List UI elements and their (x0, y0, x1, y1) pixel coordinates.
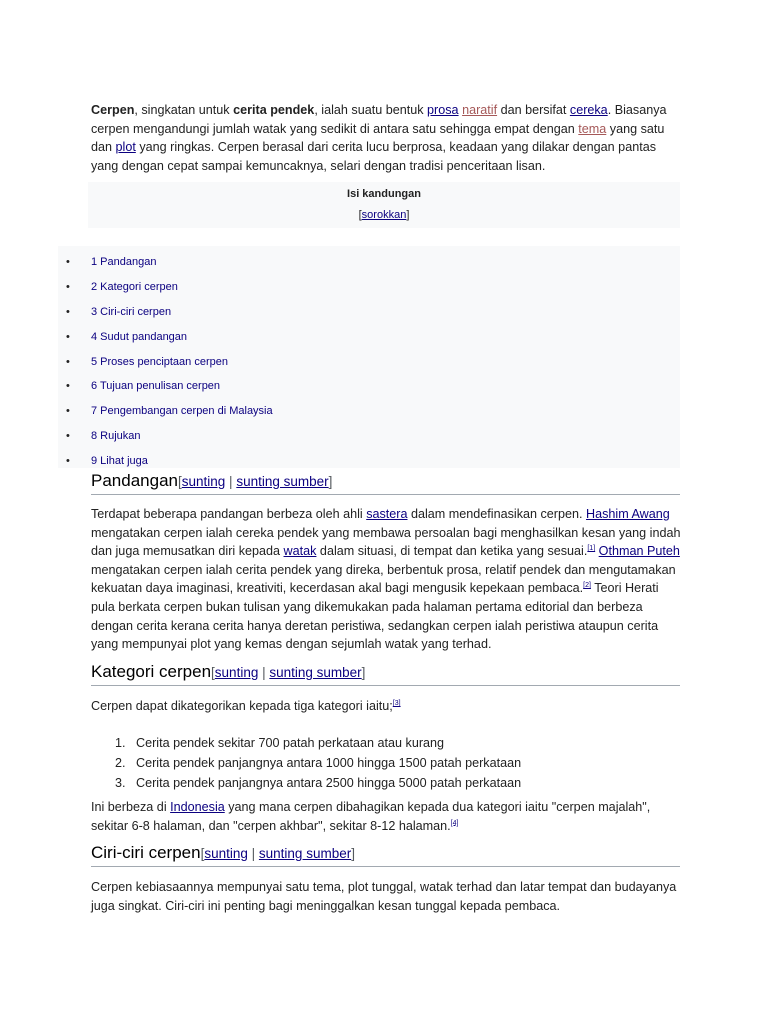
text: . Biasanya cerpen mengandungi jumlah watak yang sedikit di antara satu sehingga empat dengan (91, 103, 667, 136)
edit-link[interactable]: sunting (181, 474, 226, 489)
text: yang ringkas. Cerpen berasal dari cerita lucu berprosa, keadaan yang dilakar dengan pantas yang dengan cepat sampai kemuncaknya, selari dengan tradisi penceritaan lisan. (91, 140, 656, 173)
section-heading-kategori (91, 661, 680, 686)
toc-item (58, 429, 273, 454)
category-list (91, 733, 521, 793)
bullet-icon: • (66, 405, 70, 418)
heading-text: Pandangan (91, 471, 178, 490)
edit-section (178, 474, 332, 489)
edit-link[interactable]: sunting (214, 665, 259, 680)
bracket: ] (328, 474, 333, 489)
reference-4[interactable]: [4] (450, 819, 459, 827)
bracket: ] (361, 665, 366, 680)
text: yang satu dan (91, 121, 665, 155)
toc-link-sudut[interactable]: 4 Sudut pandangan (91, 330, 188, 343)
section-heading-ciri (91, 842, 680, 867)
bullet-icon: • (66, 280, 70, 293)
intro-paragraph (91, 101, 681, 175)
list-text: Cerita pendek panjangnya antara 2500 hingga 5000 patah perkataan (136, 776, 522, 790)
bold-term: Cerpen (91, 103, 135, 117)
pandangan-paragraph (91, 505, 681, 654)
link-hashim-awang[interactable]: Hashim Awang (586, 507, 670, 521)
edit-source-link[interactable]: sunting sumber (269, 665, 362, 680)
bracket: [ (177, 474, 182, 489)
bracket: ] (351, 846, 355, 861)
reference-1[interactable]: [1] (587, 545, 596, 552)
toc-link-pandangan[interactable]: 1 Pandangan (91, 256, 157, 268)
bracket: [ (200, 846, 205, 861)
bullet-icon: • (66, 430, 70, 443)
link-tema[interactable]: tema (578, 121, 607, 136)
bracket: ] (406, 209, 410, 221)
edit-source-link[interactable]: sunting sumber (258, 846, 352, 861)
toc-link-tujuan[interactable]: 6 Tujuan penulisan cerpen (91, 380, 221, 393)
toc-item (58, 255, 273, 280)
list-text: Cerita pendek sekitar 700 patah perkataan atau kurang (136, 736, 445, 750)
edit-source-link[interactable]: sunting sumber (236, 474, 329, 489)
link-sastera[interactable]: sastera (366, 507, 408, 521)
list-item (91, 753, 521, 773)
text: Terdapat beberapa pandangan berbeza oleh ahli (91, 507, 367, 521)
bullet-icon: • (66, 305, 70, 318)
separator: | (247, 846, 259, 861)
bullet-icon: • (66, 455, 70, 468)
link-indonesia[interactable]: Indonesia (170, 800, 225, 814)
ciri-paragraph: Cerpen kebiasaannya mempunyai satu tema, plot tunggal, watak terhad dan latar tempat dan budayanya juga singkat. Ciri-ciri ini penting bagi meninggalkan kesan tunggal kepada pembaca. (91, 880, 677, 913)
list-text: Cerita pendek panjangnya antara 1000 hingga 1500 patah perkataan (136, 756, 522, 770)
section-heading-pandangan (91, 470, 680, 495)
edit-section (201, 846, 355, 861)
list-item (91, 733, 521, 753)
toc-item (58, 280, 273, 305)
link-plot[interactable]: plot (115, 140, 136, 155)
toc-link-lihat-juga[interactable]: 9 Lihat juga (91, 455, 148, 468)
heading-text: Kategori cerpen (91, 662, 212, 681)
list-number: 2. (115, 756, 126, 770)
toc-hide-link[interactable]: sorokkan (361, 209, 407, 221)
toc-item (58, 330, 273, 355)
list-number: 3. (115, 776, 126, 790)
link-prosa[interactable]: prosa (427, 103, 459, 117)
toc-header (88, 182, 680, 228)
toc-item (58, 355, 273, 380)
text: Teori Herati pula berkata cerpen bukan tulisan yang dikemukakan pada halaman pertama editorial dan berbeza dengan cerita kerana cerita hanya deretan peristiwa, sedangkan cerpen ialah peristiwa ataupun cerita yang mempunyai plot yang kemas dengan sejumlah watak yang terhad. (91, 581, 659, 652)
toc-list (58, 255, 273, 479)
text: , singkatan untuk (134, 103, 234, 117)
kategori-paragraph-2 (91, 798, 681, 835)
toc-link-pengembangan[interactable]: 7 Pengembangan cerpen di Malaysia (91, 405, 273, 418)
bullet-icon: • (66, 256, 70, 268)
toc-link-ciri[interactable]: 3 Ciri-ciri cerpen (91, 305, 172, 318)
list-item (91, 773, 521, 793)
bullet-icon: • (66, 380, 70, 393)
bold-term: cerita pendek (233, 103, 315, 117)
text: mengatakan cerpen ialah cerita pendek yang direka, berbentuk prosa, relatif pendek dan mengutamakan kekuatan daya imaginasi, kreativiti, kecerdasan akal bagi mengusik kepekaan pembaca. (91, 562, 676, 596)
text: dalam situasi, di tempat dan ketika yang sesuai. (316, 544, 588, 559)
toc-item (58, 305, 273, 330)
text: dan bersifat (497, 103, 570, 117)
edit-section (211, 665, 365, 680)
bracket: [ (211, 665, 215, 680)
toc-link-kategori[interactable]: 2 Kategori cerpen (91, 280, 178, 293)
list-number: 1. (115, 736, 126, 750)
bullet-icon: • (66, 355, 70, 368)
reference-2[interactable]: [2] (583, 582, 591, 590)
reference-3[interactable]: [3] (392, 699, 401, 707)
toc-item (58, 379, 273, 404)
bracket: [ (358, 209, 362, 221)
link-othman-puteh[interactable]: Othman Puteh (598, 544, 680, 559)
toc-item (58, 404, 273, 429)
toc-body (58, 246, 680, 468)
text: Cerpen dapat dikategorikan kepada tiga kategori iaitu; (91, 699, 393, 713)
bullet-icon: • (66, 330, 70, 343)
toc-title: Isi kandungan (347, 188, 421, 200)
toc-link-proses[interactable]: 5 Proses penciptaan cerpen (91, 355, 228, 368)
text: mengatakan cerpen ialah cereka pendek yang membawa persoalan bagi menghasilkan kesan yang indah dan juga memusatkan diri kepada (91, 525, 681, 559)
text: , ialah suatu bentuk (314, 103, 428, 117)
text: dalam mendefinasikan cerpen. (407, 507, 587, 521)
text: Ini berbeza di (91, 800, 171, 814)
link-watak[interactable]: watak (283, 544, 317, 559)
link-cereka[interactable]: cereka (569, 103, 608, 117)
kategori-paragraph (91, 697, 681, 716)
separator: | (225, 474, 237, 489)
text: yang mana cerpen dibahagikan kepada dua kategori iaitu "cerpen majalah", sekitar 6-8 halaman, dan "cerpen akhbar", sekitar 8-12 halaman. (91, 800, 651, 833)
toc-toggle (88, 208, 680, 222)
separator: | (258, 665, 270, 680)
link-naratif[interactable]: naratif (462, 103, 498, 117)
edit-link[interactable]: sunting (204, 846, 248, 861)
heading-text: Ciri-ciri cerpen (91, 843, 201, 862)
toc-link-rujukan[interactable]: 8 Rujukan (91, 430, 141, 443)
